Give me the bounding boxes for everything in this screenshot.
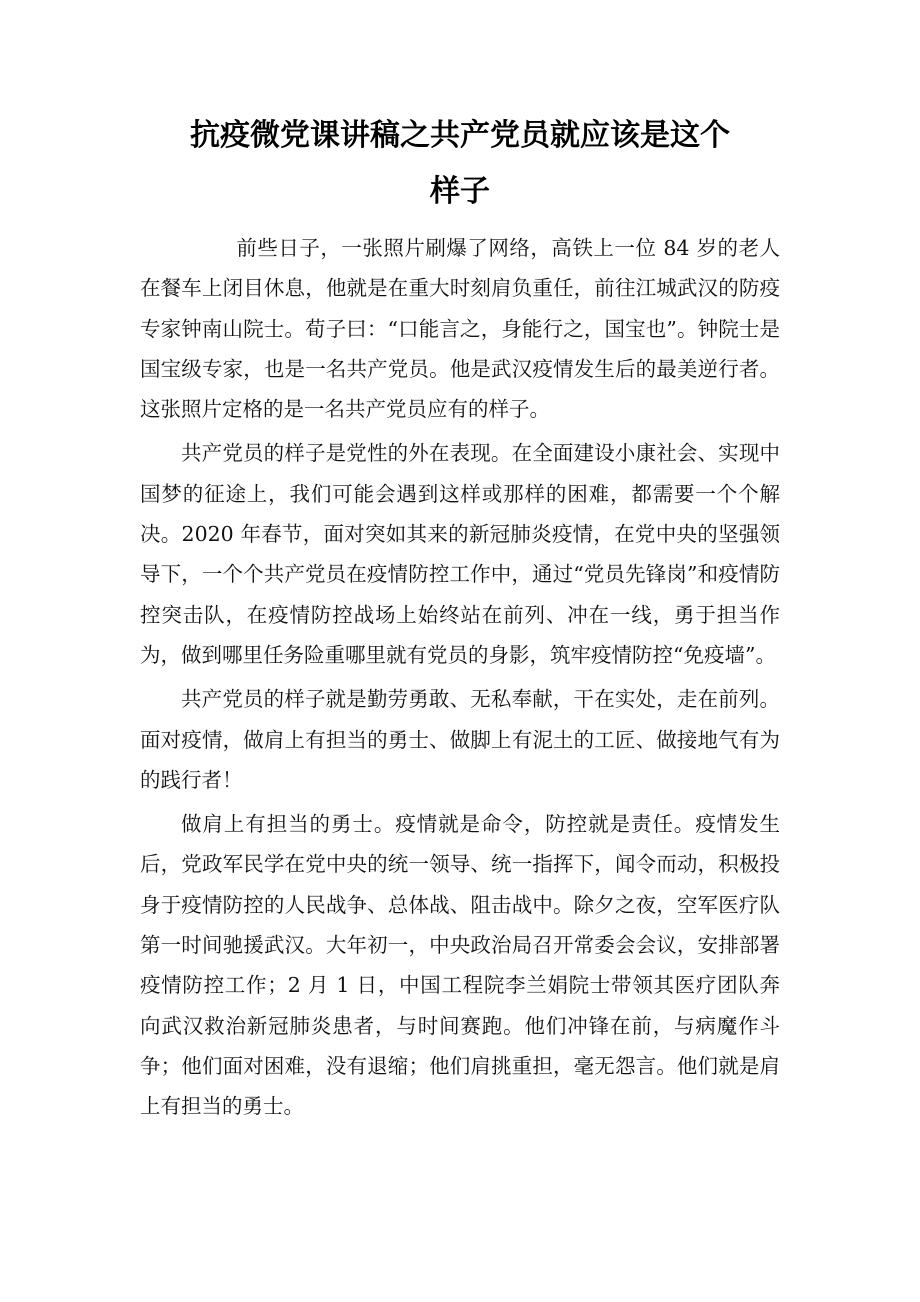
title-line-2: 样子	[430, 174, 490, 209]
paragraph-1: 前些日子，一张照片刷爆了网络，高铁上一位 84 岁的老人在餐车上闭目休息，他就是在重大时刻肩负重任，前往江城武汉的防疫专家钟南山院士。荀子曰：“口能言之，身能行之，国宝也”。钟院士是国宝级专家，也是一名共产党员。他是武汉疫情发生后的最美逆行者。这张照片定格的是一名共产党员应有的样子。	[140, 236, 780, 422]
title-line-1: 抗疫微党课讲稿之共产党员就应该是这个	[190, 118, 730, 153]
paragraph-4: 做肩上有担当的勇士。疫情就是命令，防控就是责任。疫情发生后，党政军民学在党中央的统一领导、统一指挥下，闻令而动，积极投身于疫情防控的人民战争、总体战、阻击战中。除夕之夜，空军医疗队第一时间驰援武汉。大年初一，中央政治局召开常委会会议，安排部署疫情防控工作；2 月 1 日，中国工程院李兰娟院士带领其医疗团队奔向武汉救治新冠肺炎患者，与时间赛跑。他们冲锋在前，与病魔作斗争；他们面对困难，没有退缩；他们肩挑重担，毫无怨言。他们就是肩上有担当的勇士。	[140, 812, 780, 1119]
document-body	[140, 228, 780, 1131]
paragraph-3: 共产党员的样子就是勤劳勇敢、无私奉献，干在实处，走在前列。面对疫情，做肩上有担当的勇士、做脚上有泥土的工匠、做接地气有为的践行者！	[140, 687, 780, 792]
document-title	[140, 108, 780, 220]
paragraph-2: 共产党员的样子是党性的外在表现。在全面建设小康社会、实现中国梦的征途上，我们可能会遇到这样或那样的困难，都需要一个个解决。2020 年春节，面对突如其来的新冠肺炎疫情，在党中央的坚强领导下，一个个共产党员在疫情防控工作中，通过“党员先锋岗”和疫情防控突击队，在疫情防控战场上始终站在前列、冲在一线，勇于担当作为，做到哪里任务险重哪里就有党员的身影，筑牢疫情防控“免疫墙”。	[140, 441, 780, 667]
